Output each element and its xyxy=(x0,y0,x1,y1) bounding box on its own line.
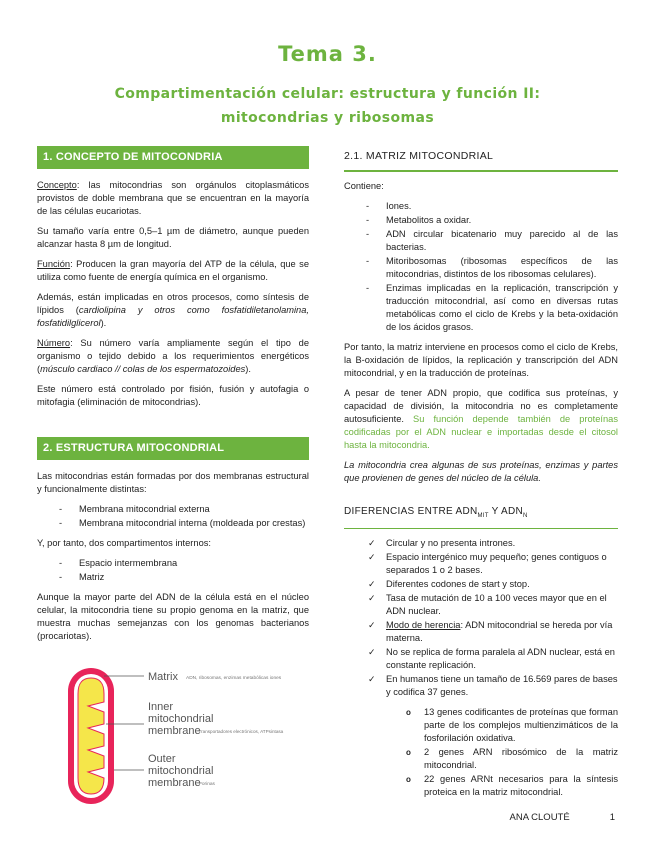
subtitle-line-2: mitocondrias y ribosomas xyxy=(220,110,435,126)
autosuficiente-text: A pesar de tener ADN propio, que codifica sus proteínas, y capacidad de división, la mitocondria no es completamente autosuficiente. xyxy=(344,388,618,424)
estructura-intro: Las mitocondrias están formadas por dos membranas estructural y funcionalmente distintas: xyxy=(37,471,309,494)
inner-label-3: membrane xyxy=(148,725,201,737)
concepto-paragraph xyxy=(37,179,309,218)
list-item: ✓ Circular y no presenta intrones. xyxy=(344,537,618,550)
section-1-heading: 1. CONCEPTO DE MITOCONDRIA xyxy=(37,146,309,169)
list-item: o 2 genes ARN ribosómico de la matriz mitocondrial. xyxy=(344,746,618,772)
matriz-list xyxy=(344,200,618,334)
diferencias-list xyxy=(344,537,618,699)
tamano-paragraph: Su tamaño varía entre 0,5–1 µm de diámetro, aunque pueden alcanzar hasta 8 µm de longitud. xyxy=(37,226,309,249)
diferencias-heading xyxy=(344,501,618,529)
list-item: o 22 genes ARNt necesarios para la síntesis proteica en la matriz mitocondrial. xyxy=(344,773,618,799)
list-item: ✓ No se replica de forma paralela al ADN nuclear, está en constante replicación. xyxy=(344,646,618,672)
mitochondrion-diagram xyxy=(62,664,322,808)
list-item: - Espacio intermembrana xyxy=(37,557,309,570)
genes-sublist xyxy=(344,706,618,799)
matrix-note: ADN, ribosomas, enzimas metabólicas iones xyxy=(186,676,282,681)
dif-title-b: Y ADN xyxy=(488,506,524,517)
numero-end: ). xyxy=(245,364,251,374)
compartimentos-list xyxy=(37,557,309,584)
highlight-text: Su función depende también de proteínas codificadas por el ADN nuclear e importadas desde el citosol hasta la mitocondria. xyxy=(344,414,618,450)
concepto-text: : las mitocondrias son orgánulos citoplasmáticos provistos de doble membrana que se encuentran en la mayoría de las células eucariotas. xyxy=(37,180,309,216)
dif-sub-mit: MIT xyxy=(477,513,489,519)
section-2-1-heading: 2.1. MATRIZ MITOCONDRIAL xyxy=(344,146,618,172)
membranas-list xyxy=(37,503,309,530)
author-name: ANA CLOUTÉ xyxy=(509,812,570,823)
numero-italic: músculo cardiaco // colas de los espermatozoides xyxy=(40,364,246,374)
inner-note: : Transportadores electrónicos, ATPsintasa xyxy=(196,729,284,734)
outer-label-3: membrane xyxy=(148,777,201,789)
numero-label: Número xyxy=(37,338,71,348)
control-paragraph: Este número está controlado por fisión, fusión y autofagia o mitofagia (eliminación de mitocondrias). xyxy=(37,384,309,407)
list-item: - ADN circular bicatenario muy parecido al de las bacterias. xyxy=(344,228,618,254)
subtitle-line-1: Compartimentación celular: estructura y función II: xyxy=(114,86,541,102)
ademas-end: ). xyxy=(100,318,107,328)
compartimentos-intro: Y, por tanto, dos compartimentos internos: xyxy=(37,538,211,548)
outer-label-2: mitochondrial xyxy=(148,765,214,777)
left-column xyxy=(37,146,309,650)
list-item: - Metabolitos a oxidar. xyxy=(344,214,618,227)
list-item: - Iones. xyxy=(344,200,618,213)
genoma-paragraph: Aunque la mayor parte del ADN de la célula está en el núcleo celular, la mitocondria tiene su propio genoma en la matriz, que muestra muchas semejanzas con los genomas bacterianos (procariotas). xyxy=(37,592,309,641)
right-column xyxy=(344,146,618,806)
section-2-heading: 2. ESTRUCTURA MITOCONDRIAL xyxy=(37,437,309,460)
page-number: 1 xyxy=(609,812,615,823)
numero-text: : Su número varía ampliamente según el tipo de organismo o tejido debido a los requerimientos energéticos ( xyxy=(37,338,309,374)
inner-membrane-shape xyxy=(78,678,104,794)
funcion-paragraph xyxy=(37,258,309,284)
italic-note: La mitocondria crea algunas de sus proteínas, enzimas y partes que provienen de genes del núcleo de la célula. xyxy=(344,460,618,483)
page-title: Tema 3. xyxy=(278,42,377,66)
list-item: - Enzimas implicadas en la replicación, transcripción y traducción mitocondrial, así como en diversas rutas metabólicas como el ciclo de Krebs y la beta-oxidación de los ácidos grasos. xyxy=(344,282,618,334)
lipidos-italic: cardiolipina y otros como fosfatidiletanolamina, fosfatidilglicerol xyxy=(37,305,309,328)
page-footer xyxy=(470,812,615,823)
dif-sub-n: N xyxy=(523,513,528,519)
list-item: - Matriz xyxy=(37,571,309,584)
ademas-paragraph xyxy=(37,291,309,330)
concepto-label: Concepto xyxy=(37,180,77,190)
numero-paragraph xyxy=(37,337,309,376)
funcion-label: Función xyxy=(37,259,71,269)
list-item: - Membrana mitocondrial interna (moldeada por crestas) xyxy=(37,517,309,530)
list-item: ✓ En humanos tiene un tamaño de 16.569 pares de bases y codifica 37 genes. xyxy=(344,673,618,699)
inner-label-1: Inner xyxy=(148,701,174,713)
list-item: ✓ Espacio intergénico muy pequeño; genes contiguos o separados 1 o 2 bases. xyxy=(344,551,618,577)
inner-label-2: mitochondrial xyxy=(148,713,214,725)
outer-label-1: Outer xyxy=(148,753,176,765)
list-item: ✓ Tasa de mutación de 10 a 100 veces mayor que en el ADN nuclear. xyxy=(344,592,618,618)
herencia-text: : ADN mitocondrial se hereda por vía materna. xyxy=(386,620,613,643)
dif-title-a: DIFERENCIAS ENTRE ADN xyxy=(344,506,478,517)
por-tanto-paragraph: Por tanto, la matriz interviene en procesos como el ciclo de Krebs, la B-oxidación de lípidos, la replicación y transcripción del ADN mitocondrial, y en la traducción de proteínas. xyxy=(344,342,618,378)
matrix-label: Matrix xyxy=(148,671,178,683)
autosuficiente-paragraph xyxy=(344,387,618,452)
list-item: ✓ Diferentes codones de start y stop. xyxy=(344,578,618,591)
list-item: - Mitoribosomas (ribosomas específicos de las mitocondrias, distintos de los ribosomas celulares). xyxy=(344,255,618,281)
list-item: - Membrana mitocondrial externa xyxy=(37,503,309,516)
outer-note: : Porinas xyxy=(196,782,215,787)
list-item: o 13 genes codificantes de proteínas que forman parte de los complejos multienzimáticos de la fosforilación oxidativa. xyxy=(344,706,618,745)
funcion-text: : Producen la gran mayoría del ATP de la célula, que se utiliza como fuente de energía química en el organismo. xyxy=(37,259,309,282)
contiene-label: Contiene: xyxy=(344,181,384,191)
list-item xyxy=(344,619,618,645)
ademas-text: Además, están implicadas en otros procesos, como síntesis de lípidos ( xyxy=(37,292,309,315)
herencia-label: Modo de herencia xyxy=(386,620,461,630)
